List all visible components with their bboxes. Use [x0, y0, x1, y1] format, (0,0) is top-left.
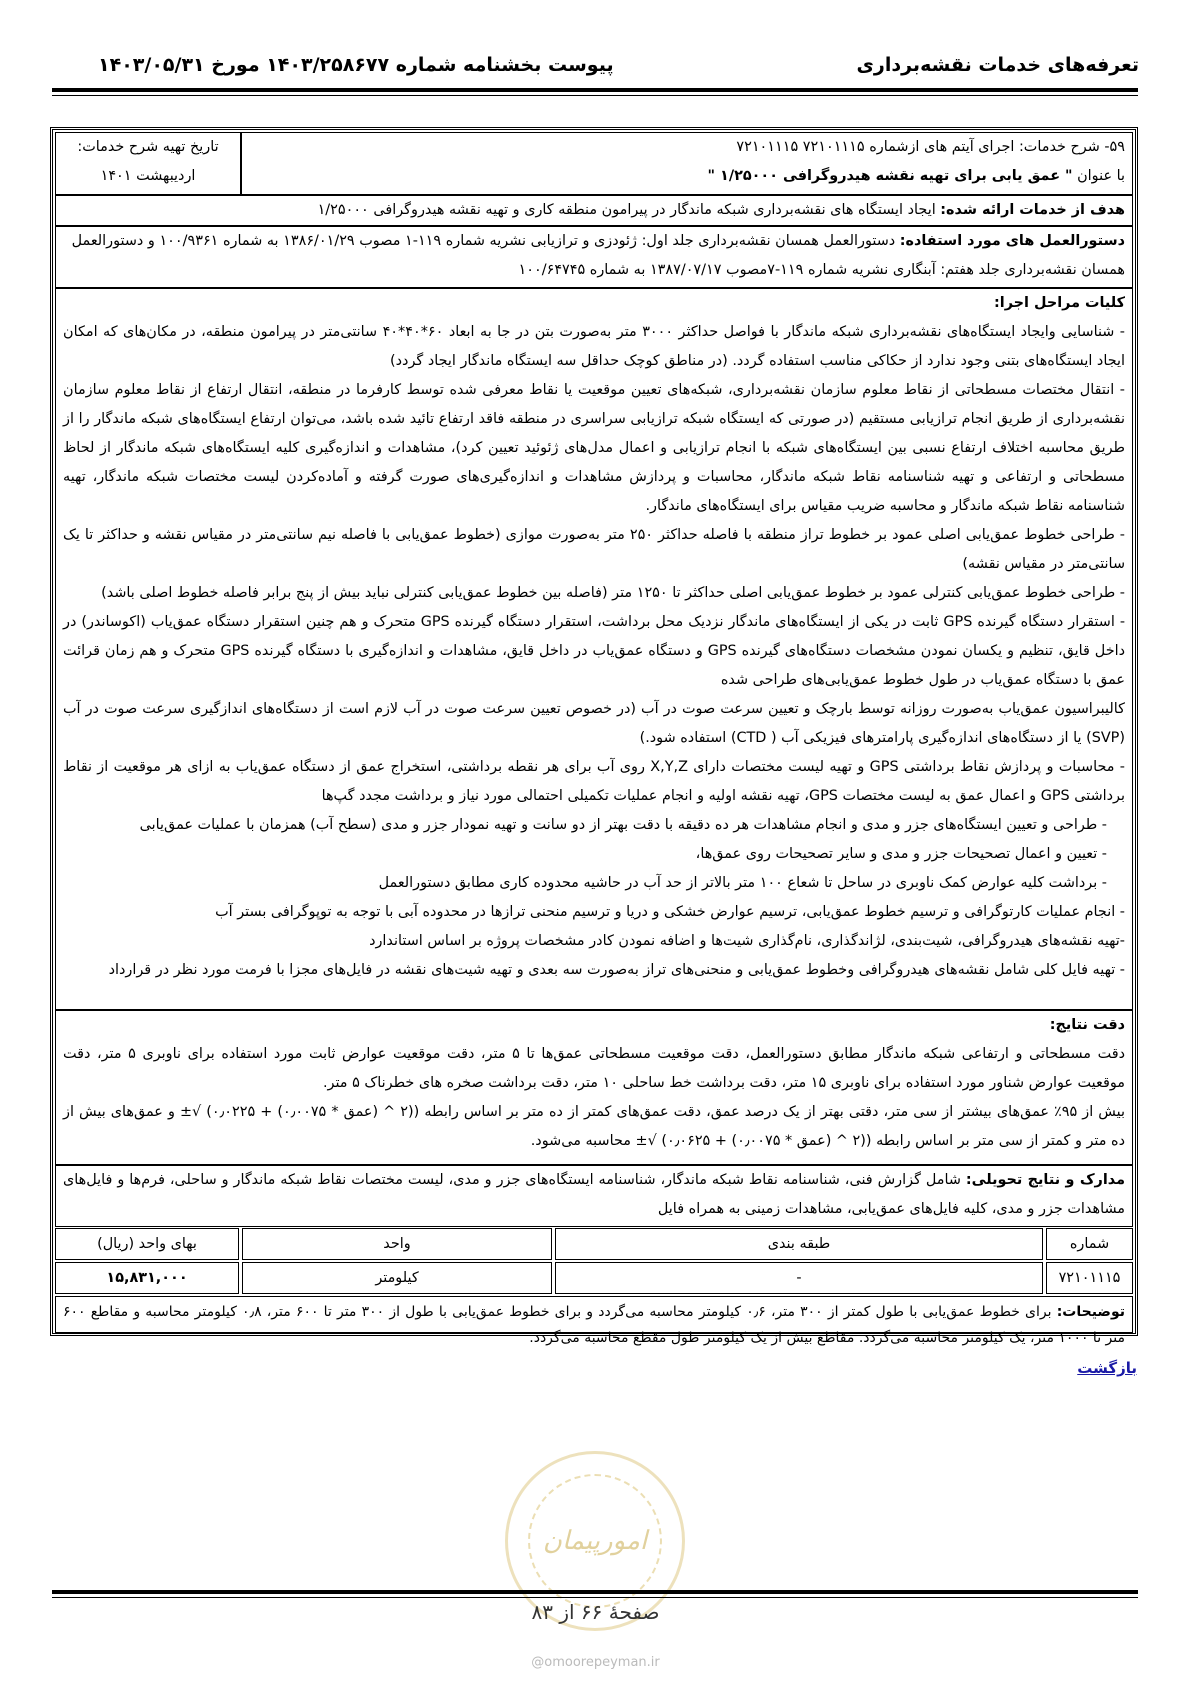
step-item: - طراحی و تعیین ایستگاه‌های جزر و مدی و انجام مشاهدات هر ده دقیقه با دقت بهتر از دو سانت و تهیه نمودار جزر و مدی (سطح آب) همزمان با عملیات عمق‌یابی	[139, 817, 1107, 833]
header-rule-thin	[52, 95, 1138, 96]
price-table-cell-category: -	[555, 1262, 1043, 1294]
goal-label: هدف از خدمات ارائه شده:	[940, 202, 1125, 218]
step-item: - تعیین و اعمال تصحیحات جزر و مدی و سایر تصحیحات روی عمق‌ها،	[695, 846, 1107, 862]
step-item: کالیبراسیون عمق‌یاب به‌صورت روزانه توسط بارچک و تعیین سرعت صوت در آب (در خصوص تعیین سرعت صوت در آب لازم است از دستگاه‌های اندازگیری سرعت صوت در آب (SVP) یا از دستگاه‌های اندازه‌گیری پارامترهای فیزیکی آب ( CTD) استفاده شود.)	[63, 701, 1125, 746]
stamp-inner-ring	[528, 1474, 662, 1608]
steps-title: کلیات مراحل اجرا:	[994, 295, 1125, 311]
step-item: - محاسبات و پردازش نقاط برداشتی GPS و تهیه لیست مختصات دارای X,Y,Z روی آب برای هر نقطه برداشتی، استخراج عمق از دستگاه عمق‌یاب به ازای هر موقعیت از نقاط برداشتی GPS و اعمال عمق به لیست مختصات GPS، تهیه نقشه اولیه و انجام عملیات تکمیلی احتمالی مورد نیاز و برداشت مجدد گپ‌ها	[63, 759, 1125, 804]
step-item: - انتقال مختصات مسطحاتی از نقاط معلوم سازمان نقشه‌برداری، شبکه‌های تعیین موقعیت یا نقاط معرفی شده توسط کارفرما در منطقه، انتقال ارتفاع از نقاط معلوم سازمان نقشه‌برداری از طریق انجام ترازیابی مستقیم (در صورتی که ایستگاه شبکه ترازیابی سراسری در منطقه فاقد ارتفاع تائید شده باشد، می‌توان ارتفاع ایستگاه‌های شبکه ماندگار را از طریق محاسبه اختلاف ارتفاع نسبی بین ایستگاه‌های شبکه با انجام ترازیابی و اعمال مدل‌های ژئوئید تعیین کرد)، مشاهدات و اندازه‌گیری کلیه ایستگاه‌های شبکه ماندگار از لحاظ مسطحاتی و ارتفاعی و تهیه شناسنامه نقاط شبکه ماندگار، محاسبات و پردازش مشاهدات و اندازه‌گیری‌های صورت گرفته و آماده‌کردن لیست مختصات شبکه ماندگار، تهیه شناسنامه نقاط شبکه ماندگار و محاسبه ضریب مقیاس برای ایستگاه‌های ماندگار.	[63, 382, 1125, 514]
page-number: صفحهٔ ۶۶ از ۸۳	[531, 1600, 660, 1624]
service-line: ۵۹- شرح خدمات: اجرای آیتم های ازشماره ۷۲۱۰۱۱۱۵ ۷۲۱۰۱۱۱۵	[736, 139, 1125, 155]
accuracy-title: دقت نتایج:	[1049, 1017, 1125, 1033]
back-link[interactable]: بازگشت	[1077, 1359, 1137, 1377]
service-title-prefix: با عنوان	[1072, 168, 1125, 184]
step-item: - انجام عملیات کارتوگرافی و ترسیم خطوط عمق‌یابی، ترسیم عوارض خشکی و دریا و ترسیم منحنی ترازها در محدوده آبی با توجه به توپوگرافی بستر آب	[215, 904, 1125, 920]
step-item: - برداشت کلیه عوارض کمک ناوبری در ساحل تا شعاع ۱۰۰ متر بالاتر از حد آب در حاشیه محدوده کاری مطابق دستورالعمل	[378, 875, 1107, 891]
notes-label: توضیحات:	[1056, 1304, 1125, 1320]
service-description	[241, 132, 1133, 195]
price-table-cell-price: ۱۵,۸۳۱,۰۰۰	[55, 1262, 239, 1294]
circular-reference: پیوست بخشنامه شماره ۱۴۰۳/۲۵۸۶۷۷ مورخ ۱۴۰۳/۰۵/۳۱	[98, 54, 614, 76]
step-item: - طراحی خطوط عمق‌یابی کنترلی عمود بر خطوط عمق‌یابی اصلی حداکثر تا ۱۲۵۰ متر (فاصله بین خطوط عمق‌یابی کنترلی نباید بیش از پنج برابر فاصله خطوط اصلی باشد)	[101, 585, 1125, 601]
stamp-text: امورپیمان	[542, 1526, 648, 1556]
step-item: - استقرار دستگاه گیرنده GPS ثابت در یکی از ایستگاه‌های ماندگار نزدیک محل برداشت، استقرار دستگاه گیرنده GPS متحرک و هم چنین استقرار دستگاه عمق‌یاب (اکوساندر) در داخل قایق، تنظیم و یکسان نمودن مشخصات دستگاه‌های گیرنده GPS و دستگاه عمق‌یاب در داخل قایق، مشاهدات و اندازه‌گیری با دستگاه گیرنده GPS متحرک و هم زمان قرائت عمق با دستگاه عمق‌یاب در طول خطوط عمق‌یابی‌های طراحی شده	[63, 614, 1126, 688]
price-table-cell-number: ۷۲۱۰۱۱۱۵	[1046, 1262, 1133, 1294]
standards-section	[55, 226, 1133, 288]
steps-section	[55, 288, 1133, 1010]
step-item: -تهیه نقشه‌های هیدروگرافی، شیت‌بندی، لژاندگذاری، نام‌گذاری شیت‌ها و اضافه نمودن کادر مشخصات پروژه بر اساس استاندارد	[369, 933, 1125, 949]
standards-label: دستورالعمل های مورد استفاده:	[899, 233, 1125, 249]
accuracy-formula-paragraph: بیش از ۹۵٪ عمق‌های بیشتر از سی متر، دقتی بهتر از یک درصد عمق، دقت عمق‌های کمتر از ده متر بر اساس رابطه ((۲ ^ (عمق * ۰٫۰۰۷۵) + ۰٫۰۲۲۵) √± و عمق‌های بیش از ده متر و کمتر از سی متر بر اساس رابطه ((۲ ^ (عمق * ۰٫۰۰۷۵) + ۰٫۰۶۲۵) √± محاسبه می‌شود.	[63, 1104, 1125, 1149]
price-table-cell-unit: کیلومتر	[242, 1262, 552, 1294]
price-table-header-price: بهای واحد (ریال)	[55, 1228, 239, 1260]
service-date-label: تاریخ تهیه شرح خدمات:	[77, 139, 219, 155]
deliverables-section	[55, 1165, 1133, 1227]
footer-rule-thick	[52, 1590, 1138, 1594]
deliverables-label: مدارک و نتایج تحویلی:	[965, 1172, 1125, 1188]
accuracy-section	[55, 1010, 1133, 1165]
service-date-box	[55, 132, 241, 195]
step-item: - طراحی خطوط عمق‌یابی اصلی عمود بر خطوط تراز منطقه با فاصله حداکثر ۲۵۰ متر به‌صورت موازی (خطوط عمق‌یابی با فاصله نیم سانتی‌متر در مقیاس نقشه و حداکثر تا یک سانتی‌متر در مقیاس نقشه)	[63, 527, 1125, 572]
accuracy-paragraph: دقت مسطحاتی و ارتفاعی شبکه ماندگار مطابق دستورالعمل، دقت موقعیت مسطحاتی عمق‌ها تا ۵ متر، دقت موقعیت عوارض ثابت مورد استفاده برای ناوبری ۵ متر، دقت موقعیت عوارض شناور مورد استفاده برای ناوبری ۱۵ متر، دقت برداشت خط ساحلی ۱۰ متر، دقت برداشت صخره های خطرناک ۵ متر.	[63, 1046, 1125, 1091]
standards-text: دستورالعمل همسان نقشه‌برداری جلد اول: ژئودزی و ترازیابی نشریه شماره ۱۱۹-۱ مصوب ۱۳۸۶/۰۱/۲۹ به شماره ۱۰۰/۹۳۶۱ و دستورالعمل همسان نقشه‌برداری جلد هفتم: آبنگاری نشریه شماره ۱۱۹-۷مصوب ۱۳۸۷/۰۷/۱۷ به شماره ۱۰۰/۶۴۷۴۵	[71, 233, 1125, 278]
goal-text: ایجاد ایستگاه های نقشه‌برداری شبکه ماندگار در پیرامون منطقه کاری و تهیه نقشه هیدروگرافی ۱/۲۵۰۰۰	[317, 202, 941, 218]
notes-text: برای خطوط عمق‌یابی با طول کمتر از ۳۰۰ متر، ۰٫۶ کیلومتر محاسبه می‌گردد و برای خطوط عمق‌یابی با طول از ۳۰۰ متر تا ۶۰۰ متر، ۰٫۸ کیلومتر محاسبه و مقاطع ۶۰۰ متر تا ۱۰۰۰ متر، یک کیلومتر محاسبه می‌گردد. مقاطع بیش از یک کیلومتر طول مقطع محاسبه می‌گردد.	[63, 1304, 1125, 1346]
step-item: - تهیه فایل کلی شامل نقشه‌های هیدروگرافی وخطوط عمق‌یابی و منحنی‌های تراز به‌صورت سه بعدی و تهیه شیت‌های نقشه در فایل‌های مجزا با فرمت مورد نظر در قرارداد	[108, 962, 1125, 978]
service-title: " عمق یابی برای تهیه نقشه هیدروگرافی ۱/۲۵۰۰۰ "	[707, 168, 1073, 184]
header-rule-thick	[52, 88, 1138, 92]
footer-rule-thin	[52, 1597, 1138, 1598]
price-table-header-category: طبقه بندی	[555, 1228, 1043, 1260]
service-title-line	[249, 162, 1125, 191]
deliverables-text: شامل گزارش فنی، شناسنامه نقاط شبکه ماندگار، شناسنامه ایستگاه‌های جزر و مدی، لیست مختصات نقاط شبکه ماندگار و ساحلی، فرم‌ها و فایل‌های مشاهدات جزر و مدی، کلیه فایل‌های عمق‌یابی، مشاهدات زمینی به همراه فایل	[63, 1172, 1125, 1217]
notes-section	[55, 1296, 1133, 1346]
service-date-value: اردیبهشت ۱۴۰۱	[100, 168, 196, 184]
price-table-header-number: شماره	[1046, 1228, 1133, 1260]
price-table-header-unit: واحد	[242, 1228, 552, 1260]
goal-section	[55, 195, 1133, 226]
step-item: - شناسایی وایجاد ایستگاه‌های نقشه‌برداری شبکه ماندگار با فواصل حداکثر ۳۰۰۰ متر به‌صورت بتن در جا به ابعاد ۶۰*۴۰*۴۰ سانتی‌متر در پیرامون منطقه، در مکان‌های که امکان ایجاد ایستگاه‌های بتنی وجود ندارد از حکاکی مناسب استفاده گردد. (در مناطق کوچک حداقل سه ایستگاه ماندگار ایجاد گردد)	[63, 324, 1125, 369]
document-title: تعرفه‌های خدمات نقشه‌برداری	[856, 54, 1139, 76]
site-watermark: @omoorepeyman.ir	[531, 1655, 660, 1670]
